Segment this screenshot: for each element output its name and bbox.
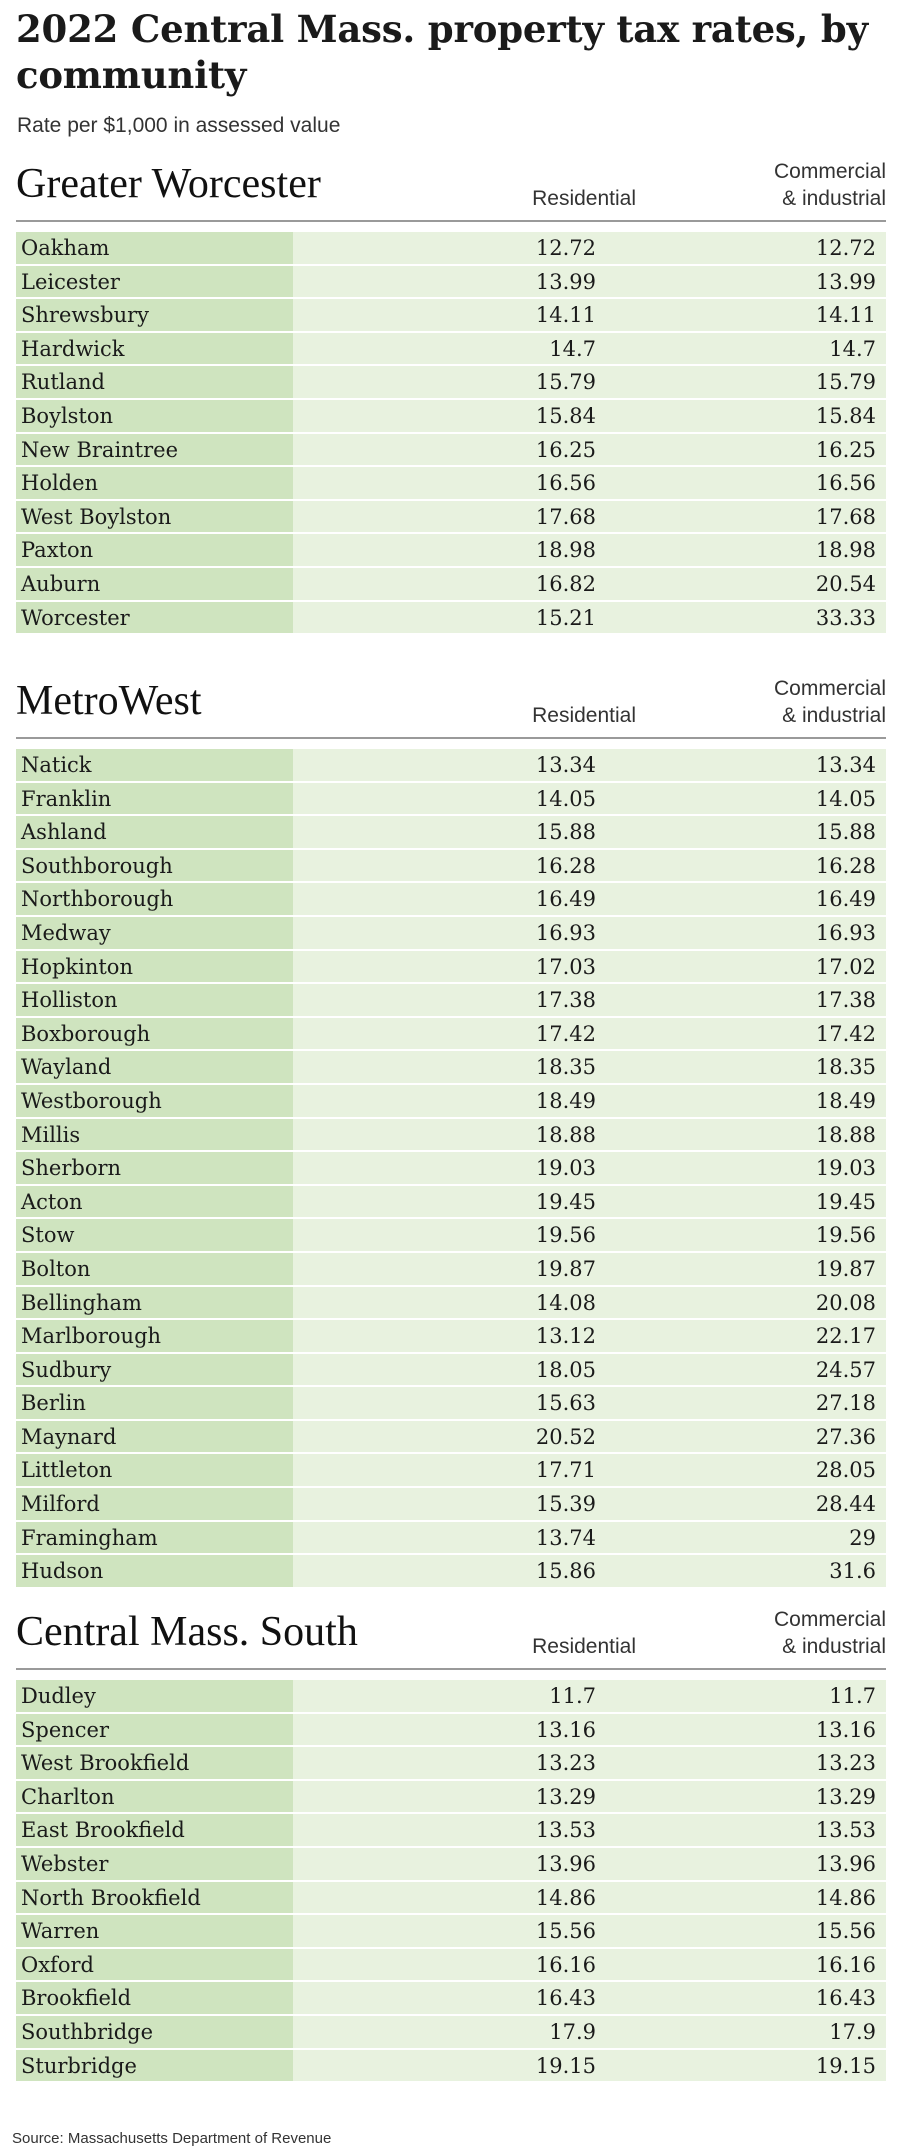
section-2 — [16, 667, 886, 1589]
rate-cells — [293, 749, 886, 781]
rate-cells — [293, 1747, 886, 1779]
table-row — [16, 2016, 886, 2050]
rate-cells — [293, 266, 886, 298]
commercial-rate: 17.02 — [815, 954, 876, 979]
residential-rate: 13.96 — [535, 1851, 596, 1876]
community-name: Webster — [16, 1848, 293, 1880]
table-row — [16, 1085, 886, 1119]
residential-rate: 18.98 — [535, 538, 596, 563]
community-name: Bolton — [16, 1253, 293, 1285]
table-row — [16, 1387, 886, 1421]
rate-cells — [293, 400, 886, 432]
community-name: Worcester — [16, 602, 293, 634]
community-name: Auburn — [16, 568, 293, 600]
rate-cells — [293, 783, 886, 815]
residential-rate: 18.88 — [535, 1122, 596, 1147]
community-name: Holliston — [16, 984, 293, 1016]
table-row — [16, 1320, 886, 1354]
commercial-rate: 16.28 — [815, 853, 876, 878]
community-name: Franklin — [16, 783, 293, 815]
section-rows — [16, 1680, 886, 2083]
residential-rate: 16.49 — [535, 887, 596, 912]
commercial-rate: 15.88 — [815, 820, 876, 845]
rate-cells — [293, 232, 886, 264]
table-row — [16, 883, 886, 917]
residential-rate: 18.35 — [535, 1055, 596, 1080]
community-name: Maynard — [16, 1421, 293, 1453]
commercial-rate: 14.05 — [815, 786, 876, 811]
commercial-rate: 15.56 — [815, 1919, 876, 1944]
commercial-rate: 14.7 — [829, 336, 876, 361]
source-note: Source: Massachusetts Department of Revenue — [12, 2130, 332, 2147]
table-row — [16, 501, 886, 535]
table-row — [16, 1814, 886, 1848]
commercial-rate: 19.45 — [815, 1189, 876, 1214]
rate-cells — [293, 1680, 886, 1712]
community-name: East Brookfield — [16, 1814, 293, 1846]
community-name: West Brookfield — [16, 1747, 293, 1779]
commercial-rate: 29 — [849, 1525, 876, 1550]
section-title: Central Mass. South — [16, 1609, 358, 1655]
community-name: Sudbury — [16, 1354, 293, 1386]
residential-rate: 16.16 — [535, 1952, 596, 1977]
rate-cells — [293, 366, 886, 398]
rate-cells — [293, 1287, 886, 1319]
residential-rate: 15.56 — [535, 1919, 596, 1944]
residential-rate: 19.15 — [535, 2053, 596, 2078]
rate-cells — [293, 1781, 886, 1813]
residential-rate: 13.23 — [535, 1751, 596, 1776]
community-name: North Brookfield — [16, 1882, 293, 1914]
community-name: Berlin — [16, 1387, 293, 1419]
residential-rate: 16.93 — [535, 920, 596, 945]
commercial-rate: 17.9 — [829, 2019, 876, 2044]
residential-rate: 17.71 — [535, 1458, 596, 1483]
rate-cells — [293, 501, 886, 533]
community-name: Rutland — [16, 366, 293, 398]
commercial-rate: 18.88 — [815, 1122, 876, 1147]
commercial-rate: 19.03 — [815, 1156, 876, 1181]
community-name: Marlborough — [16, 1320, 293, 1352]
commercial-rate: 17.42 — [815, 1021, 876, 1046]
section-title: MetroWest — [16, 678, 202, 724]
section-header — [16, 1598, 886, 1670]
rate-cells — [293, 850, 886, 882]
residential-rate: 16.82 — [535, 571, 596, 596]
commercial-rate: 18.49 — [815, 1088, 876, 1113]
residential-rate: 19.87 — [535, 1256, 596, 1281]
residential-rate: 16.56 — [535, 471, 596, 496]
commercial-rate: 19.15 — [815, 2053, 876, 2078]
rate-cells — [293, 1522, 886, 1554]
community-name: Hopkinton — [16, 951, 293, 983]
column-header-commercial-line2: & industrial — [782, 1635, 886, 1658]
rate-cells — [293, 1882, 886, 1914]
commercial-rate: 14.86 — [815, 1885, 876, 1910]
section-3 — [16, 1598, 886, 2083]
residential-rate: 13.12 — [535, 1324, 596, 1349]
residential-rate: 16.25 — [535, 437, 596, 462]
residential-rate: 14.7 — [549, 336, 596, 361]
commercial-rate: 17.38 — [815, 988, 876, 1013]
table-row — [16, 366, 886, 400]
table-row — [16, 2050, 886, 2084]
community-name: Milford — [16, 1488, 293, 1520]
commercial-rate: 20.54 — [815, 571, 876, 596]
community-name: Boxborough — [16, 1018, 293, 1050]
table-row — [16, 1186, 886, 1220]
residential-rate: 13.99 — [535, 269, 596, 294]
column-header-commercial-line1: Commercial — [773, 677, 886, 700]
commercial-rate: 28.44 — [815, 1492, 876, 1517]
residential-rate: 11.7 — [549, 1684, 596, 1708]
rate-cells — [293, 1915, 886, 1947]
community-name: Paxton — [16, 534, 293, 566]
table-row — [16, 749, 886, 783]
rate-cells — [293, 1354, 886, 1386]
table-row — [16, 1354, 886, 1388]
section-header — [16, 150, 886, 222]
rate-cells — [293, 1555, 886, 1587]
rate-cells — [293, 1814, 886, 1846]
table-row — [16, 816, 886, 850]
table-row — [16, 434, 886, 468]
commercial-rate: 27.36 — [815, 1424, 876, 1449]
commercial-rate: 13.16 — [815, 1717, 876, 1742]
rate-cells — [293, 1186, 886, 1218]
rate-cells — [293, 1253, 886, 1285]
rate-cells — [293, 1119, 886, 1151]
community-name: Southbridge — [16, 2016, 293, 2048]
rate-cells — [293, 1320, 886, 1352]
residential-rate: 13.74 — [535, 1525, 596, 1550]
community-name: Warren — [16, 1915, 293, 1947]
chart-title: 2022 Central Mass. property tax rates, by community — [16, 7, 868, 97]
residential-rate: 15.88 — [535, 820, 596, 845]
rate-cells — [293, 883, 886, 915]
community-name: Natick — [16, 749, 293, 781]
table-row — [16, 266, 886, 300]
section-rows — [16, 232, 886, 635]
commercial-rate: 33.33 — [815, 605, 876, 630]
commercial-rate: 19.56 — [815, 1223, 876, 1248]
commercial-rate: 16.25 — [815, 437, 876, 462]
commercial-rate: 14.11 — [815, 303, 876, 328]
residential-rate: 17.68 — [535, 504, 596, 529]
community-name: Framingham — [16, 1522, 293, 1554]
commercial-rate: 31.6 — [829, 1559, 876, 1584]
residential-rate: 14.86 — [535, 1885, 596, 1910]
rate-cells — [293, 1387, 886, 1419]
column-header-commercial-line2: & industrial — [782, 187, 886, 210]
residential-rate: 12.72 — [535, 236, 596, 260]
rate-cells — [293, 299, 886, 331]
rate-cells — [293, 1421, 886, 1453]
table-row — [16, 917, 886, 951]
column-header-commercial-line2: & industrial — [782, 704, 886, 727]
column-header-commercial — [666, 1606, 886, 1660]
table-row — [16, 1555, 886, 1589]
residential-rate: 18.49 — [535, 1088, 596, 1113]
community-name: Hardwick — [16, 333, 293, 365]
rate-cells — [293, 2050, 886, 2082]
rate-cells — [293, 434, 886, 466]
table-row — [16, 534, 886, 568]
rate-cells — [293, 568, 886, 600]
table-row — [16, 568, 886, 602]
column-header-commercial — [666, 675, 886, 729]
community-name: Acton — [16, 1186, 293, 1218]
commercial-rate: 16.56 — [815, 471, 876, 496]
commercial-rate: 24.57 — [815, 1357, 876, 1382]
table-row — [16, 467, 886, 501]
commercial-rate: 22.17 — [815, 1324, 876, 1349]
residential-rate: 19.56 — [535, 1223, 596, 1248]
rate-cells — [293, 1982, 886, 2014]
residential-rate: 15.63 — [535, 1391, 596, 1416]
community-name: Westborough — [16, 1085, 293, 1117]
residential-rate: 14.08 — [535, 1290, 596, 1315]
table-row — [16, 850, 886, 884]
rate-cells — [293, 1454, 886, 1486]
table-row — [16, 1915, 886, 1949]
commercial-rate: 13.29 — [815, 1784, 876, 1809]
table-row — [16, 1488, 886, 1522]
residential-rate: 17.38 — [535, 988, 596, 1013]
community-name: Bellingham — [16, 1287, 293, 1319]
commercial-rate: 28.05 — [815, 1458, 876, 1483]
table-row — [16, 1848, 886, 1882]
commercial-rate: 20.08 — [815, 1290, 876, 1315]
community-name: Oxford — [16, 1949, 293, 1981]
commercial-rate: 13.53 — [815, 1818, 876, 1843]
residential-rate: 19.03 — [535, 1156, 596, 1181]
residential-rate: 13.53 — [535, 1818, 596, 1843]
table-row — [16, 1219, 886, 1253]
rate-cells — [293, 1219, 886, 1251]
residential-rate: 18.05 — [535, 1357, 596, 1382]
table-row — [16, 1982, 886, 2016]
table-row — [16, 1522, 886, 1556]
community-name: Wayland — [16, 1051, 293, 1083]
rate-cells — [293, 1051, 886, 1083]
commercial-rate: 18.98 — [815, 538, 876, 563]
table-row — [16, 1018, 886, 1052]
community-name: Ashland — [16, 816, 293, 848]
commercial-rate: 16.16 — [815, 1952, 876, 1977]
rate-cells — [293, 984, 886, 1016]
table-row — [16, 1747, 886, 1781]
residential-rate: 15.86 — [535, 1559, 596, 1584]
residential-rate: 15.79 — [535, 370, 596, 395]
commercial-rate: 27.18 — [815, 1391, 876, 1416]
rate-cells — [293, 1018, 886, 1050]
community-name: West Boylston — [16, 501, 293, 533]
table-row — [16, 984, 886, 1018]
rate-cells — [293, 1714, 886, 1746]
residential-rate: 16.43 — [535, 1986, 596, 2011]
table-row — [16, 400, 886, 434]
column-header-residential: Residential — [532, 187, 636, 210]
commercial-rate: 11.7 — [829, 1684, 876, 1708]
community-name: Oakham — [16, 232, 293, 264]
rate-cells — [293, 917, 886, 949]
table-row — [16, 1119, 886, 1153]
column-header-commercial-line1: Commercial — [773, 1608, 886, 1631]
residential-rate: 19.45 — [535, 1189, 596, 1214]
rate-cells — [293, 1949, 886, 1981]
rate-cells — [293, 1488, 886, 1520]
table-row — [16, 1882, 886, 1916]
rate-cells — [293, 1152, 886, 1184]
commercial-rate: 13.99 — [815, 269, 876, 294]
community-name: Brookfield — [16, 1982, 293, 2014]
column-header-commercial — [666, 158, 886, 212]
residential-rate: 15.39 — [535, 1492, 596, 1517]
table-row — [16, 299, 886, 333]
community-name: Sherborn — [16, 1152, 293, 1184]
residential-rate: 13.29 — [535, 1784, 596, 1809]
rate-cells — [293, 951, 886, 983]
community-name: New Braintree — [16, 434, 293, 466]
commercial-rate: 16.43 — [815, 1986, 876, 2011]
table-row — [16, 1949, 886, 1983]
residential-rate: 15.84 — [535, 403, 596, 428]
section-header — [16, 667, 886, 739]
table-row — [16, 1454, 886, 1488]
community-name: Spencer — [16, 1714, 293, 1746]
community-name: Millis — [16, 1119, 293, 1151]
section-rows — [16, 749, 886, 1589]
commercial-rate: 13.96 — [815, 1851, 876, 1876]
residential-rate: 13.16 — [535, 1717, 596, 1742]
commercial-rate: 15.84 — [815, 403, 876, 428]
column-header-commercial-line1: Commercial — [773, 160, 886, 183]
commercial-rate: 16.49 — [815, 887, 876, 912]
table-row — [16, 602, 886, 636]
commercial-rate: 15.79 — [815, 370, 876, 395]
residential-rate: 17.9 — [549, 2019, 596, 2044]
rate-cells — [293, 816, 886, 848]
rate-cells — [293, 467, 886, 499]
column-header-residential: Residential — [532, 1635, 636, 1658]
residential-rate: 20.52 — [535, 1424, 596, 1449]
table-row — [16, 1051, 886, 1085]
commercial-rate: 13.23 — [815, 1751, 876, 1776]
table-row — [16, 1253, 886, 1287]
table-row — [16, 232, 886, 266]
rate-cells — [293, 1848, 886, 1880]
community-name: Stow — [16, 1219, 293, 1251]
table-row — [16, 1714, 886, 1748]
community-name: Northborough — [16, 883, 293, 915]
residential-rate: 14.05 — [535, 786, 596, 811]
table-row — [16, 1781, 886, 1815]
table-row — [16, 333, 886, 367]
community-name: Boylston — [16, 400, 293, 432]
community-name: Southborough — [16, 850, 293, 882]
community-name: Sturbridge — [16, 2050, 293, 2082]
chart-subtitle: Rate per $1,000 in assessed value — [17, 114, 341, 137]
section-1 — [16, 150, 886, 635]
commercial-rate: 13.34 — [815, 753, 876, 777]
residential-rate: 17.42 — [535, 1021, 596, 1046]
table-row — [16, 783, 886, 817]
community-name: Shrewsbury — [16, 299, 293, 331]
community-name: Charlton — [16, 1781, 293, 1813]
residential-rate: 14.11 — [535, 303, 596, 328]
community-name: Littleton — [16, 1454, 293, 1486]
commercial-rate: 16.93 — [815, 920, 876, 945]
rate-cells — [293, 333, 886, 365]
commercial-rate: 12.72 — [815, 236, 876, 260]
residential-rate: 17.03 — [535, 954, 596, 979]
residential-rate: 16.28 — [535, 853, 596, 878]
community-name: Holden — [16, 467, 293, 499]
rate-cells — [293, 1085, 886, 1117]
commercial-rate: 19.87 — [815, 1256, 876, 1281]
rate-cells — [293, 534, 886, 566]
table-row — [16, 1287, 886, 1321]
table-row — [16, 1152, 886, 1186]
table-row — [16, 951, 886, 985]
commercial-rate: 17.68 — [815, 504, 876, 529]
community-name: Dudley — [16, 1680, 293, 1712]
residential-rate: 15.21 — [535, 605, 596, 630]
community-name: Hudson — [16, 1555, 293, 1587]
table-row — [16, 1680, 886, 1714]
rate-cells — [293, 2016, 886, 2048]
community-name: Medway — [16, 917, 293, 949]
table-row — [16, 1421, 886, 1455]
section-title: Greater Worcester — [16, 161, 321, 207]
column-header-residential: Residential — [532, 704, 636, 727]
rate-cells — [293, 602, 886, 634]
commercial-rate: 18.35 — [815, 1055, 876, 1080]
residential-rate: 13.34 — [535, 753, 596, 777]
community-name: Leicester — [16, 266, 293, 298]
